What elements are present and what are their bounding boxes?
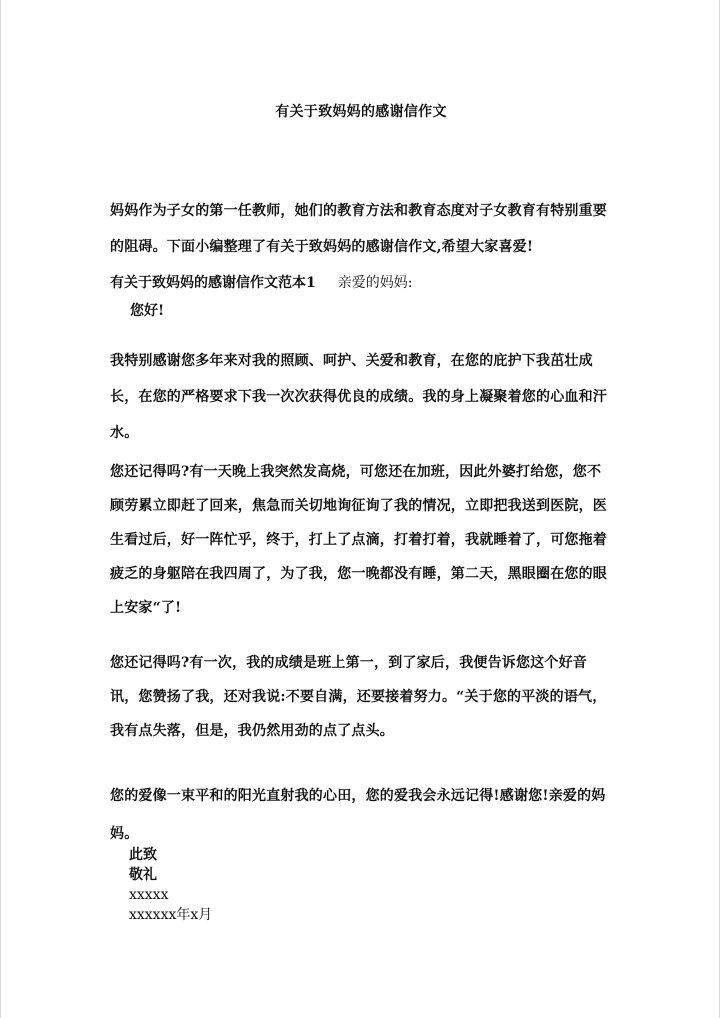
- salutation: 亲爱的妈妈:: [337, 275, 413, 291]
- intro-paragraph: 妈妈作为子女的第一任教师，她们的教育方法和教育态度对子女教育有特别重要的阻碍。下面小编整理了有关于致妈妈的感谢信作文,希望大家喜爱!: [110, 203, 607, 255]
- closing-line-2: 敬礼: [129, 867, 157, 883]
- signature: xxxxx: [129, 887, 169, 903]
- document-title: 有关于致妈妈的感谢信作文: [275, 104, 447, 120]
- sample-heading: 有关于致妈妈的感谢信作文范本1: [110, 275, 316, 291]
- body-paragraph-2: 您还记得吗?有一天晚上我突然发高烧，可您还在加班，因此外婆打给您，您不顾劳累立即赶了回来，焦急而关切地询征询了我的情况，立即把我送到医院，医生看过后，好一阵忙乎，终于，打上了点滴，打着打着，我就睡着了，可您拖着疲乏的身躯陪在我四周了，为了我，您一晚都没有睡，第二天，黑眼圈在您的眼上安家“了!: [110, 464, 607, 616]
- body-paragraph-3: 您还记得吗?有一次，我的成绩是班上第一，到了家后，我便告诉您这个好音讯，您赞扬了我，还对我说:不要自满，还要接着努力。“关于您的平淡的语气，我有点失落，但是，我仍然用劲的点了点头。: [110, 655, 607, 739]
- letter-date: xxxxxx年x月: [129, 907, 213, 923]
- closing-line-1: 此致: [129, 847, 157, 863]
- body-paragraph-1: 我特别感谢您多年来对我的照顾、呵护、关爱和教育，在您的庇护下我茁壮成长，在您的严格要求下我一次次获得优良的成绩。我的身上凝聚着您的心血和汗水。: [110, 353, 607, 441]
- body-paragraph-4: 您的爱像一束平和的阳光直射我的心田，您的爱我会永远记得!感谢您!亲爱的妈妈。: [110, 788, 606, 842]
- sample-heading-line: [110, 272, 412, 292]
- greeting: 您好!: [130, 303, 165, 319]
